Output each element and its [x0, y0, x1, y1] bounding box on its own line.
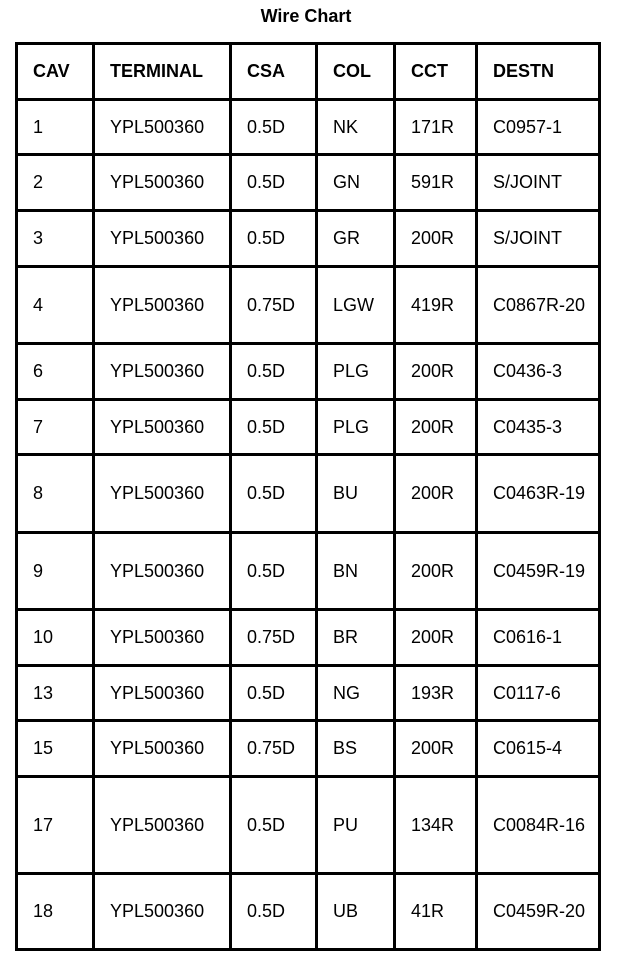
destn-cell: S/JOINT	[477, 211, 600, 267]
cct-cell: 591R	[395, 155, 477, 211]
col-cell: UB	[317, 874, 395, 950]
table-row	[17, 400, 600, 455]
table-row	[17, 533, 600, 610]
cav-cell: 3	[17, 211, 94, 267]
header-terminal: TERMINAL	[94, 44, 231, 100]
cct-cell: 200R	[395, 610, 477, 666]
csa-cell: 0.5D	[231, 100, 317, 155]
cct-cell: 200R	[395, 455, 477, 533]
destn-cell: C0459R-20	[477, 874, 600, 950]
destn-cell: C0867R-20	[477, 267, 600, 344]
cav-cell: 6	[17, 344, 94, 400]
cct-cell: 171R	[395, 100, 477, 155]
cct-cell: 200R	[395, 211, 477, 267]
table-row	[17, 666, 600, 721]
csa-cell: 0.5D	[231, 874, 317, 950]
header-cav: CAV	[17, 44, 94, 100]
destn-cell: C0463R-19	[477, 455, 600, 533]
csa-cell: 0.5D	[231, 400, 317, 455]
cav-cell: 7	[17, 400, 94, 455]
cav-cell: 8	[17, 455, 94, 533]
cct-cell: 134R	[395, 777, 477, 874]
terminal-cell: YPL500360	[94, 455, 231, 533]
cav-cell: 13	[17, 666, 94, 721]
terminal-cell: YPL500360	[94, 610, 231, 666]
destn-cell: C0435-3	[477, 400, 600, 455]
csa-cell: 0.5D	[231, 533, 317, 610]
csa-cell: 0.5D	[231, 155, 317, 211]
terminal-cell: YPL500360	[94, 211, 231, 267]
col-cell: BU	[317, 455, 395, 533]
col-cell: NG	[317, 666, 395, 721]
col-cell: BR	[317, 610, 395, 666]
header-csa: CSA	[231, 44, 317, 100]
wire-chart-table	[15, 42, 601, 951]
cct-cell: 419R	[395, 267, 477, 344]
col-cell: BS	[317, 721, 395, 777]
csa-cell: 0.75D	[231, 721, 317, 777]
terminal-cell: YPL500360	[94, 155, 231, 211]
cav-cell: 10	[17, 610, 94, 666]
cct-cell: 200R	[395, 400, 477, 455]
destn-cell: C0957-1	[477, 100, 600, 155]
csa-cell: 0.75D	[231, 610, 317, 666]
header-cct: CCT	[395, 44, 477, 100]
csa-cell: 0.5D	[231, 777, 317, 874]
cav-cell: 4	[17, 267, 94, 344]
cav-cell: 2	[17, 155, 94, 211]
cct-cell: 200R	[395, 344, 477, 400]
cav-cell: 17	[17, 777, 94, 874]
header-destn: DESTN	[477, 44, 600, 100]
table-row	[17, 155, 600, 211]
cct-cell: 200R	[395, 533, 477, 610]
cav-cell: 1	[17, 100, 94, 155]
csa-cell: 0.5D	[231, 666, 317, 721]
header-col: COL	[317, 44, 395, 100]
csa-cell: 0.5D	[231, 211, 317, 267]
table-row	[17, 777, 600, 874]
col-cell: PLG	[317, 400, 395, 455]
col-cell: PU	[317, 777, 395, 874]
col-cell: LGW	[317, 267, 395, 344]
table-row	[17, 874, 600, 950]
csa-cell: 0.5D	[231, 344, 317, 400]
terminal-cell: YPL500360	[94, 400, 231, 455]
table-row	[17, 267, 600, 344]
cct-cell: 193R	[395, 666, 477, 721]
terminal-cell: YPL500360	[94, 666, 231, 721]
col-cell: NK	[317, 100, 395, 155]
destn-cell: C0436-3	[477, 344, 600, 400]
csa-cell: 0.75D	[231, 267, 317, 344]
col-cell: GR	[317, 211, 395, 267]
table-row	[17, 344, 600, 400]
chart-title: Wire Chart	[260, 6, 352, 26]
terminal-cell: YPL500360	[94, 267, 231, 344]
table-row	[17, 721, 600, 777]
table-row	[17, 211, 600, 267]
header-row	[17, 44, 600, 100]
col-cell: GN	[317, 155, 395, 211]
terminal-cell: YPL500360	[94, 721, 231, 777]
destn-cell: C0084R-16	[477, 777, 600, 874]
csa-cell: 0.5D	[231, 455, 317, 533]
destn-cell: C0616-1	[477, 610, 600, 666]
cav-cell: 18	[17, 874, 94, 950]
cav-cell: 15	[17, 721, 94, 777]
terminal-cell: YPL500360	[94, 874, 231, 950]
destn-cell: C0615-4	[477, 721, 600, 777]
terminal-cell: YPL500360	[94, 533, 231, 610]
destn-cell: C0117-6	[477, 666, 600, 721]
cav-cell: 9	[17, 533, 94, 610]
table-row	[17, 610, 600, 666]
destn-cell: S/JOINT	[477, 155, 600, 211]
terminal-cell: YPL500360	[94, 777, 231, 874]
col-cell: BN	[317, 533, 395, 610]
terminal-cell: YPL500360	[94, 344, 231, 400]
cct-cell: 41R	[395, 874, 477, 950]
terminal-cell: YPL500360	[94, 100, 231, 155]
destn-cell: C0459R-19	[477, 533, 600, 610]
col-cell: PLG	[317, 344, 395, 400]
table-row	[17, 455, 600, 533]
cct-cell: 200R	[395, 721, 477, 777]
table-row	[17, 100, 600, 155]
